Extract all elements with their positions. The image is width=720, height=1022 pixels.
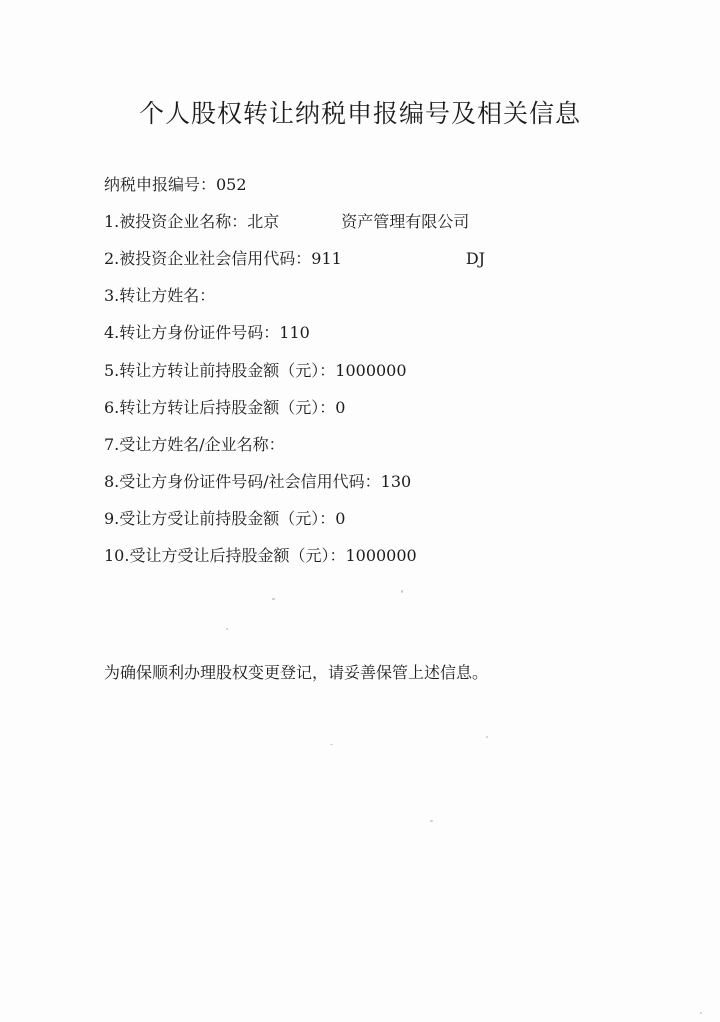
storage-notice: 为确保顺利办理股权变更登记，请妥善保管上述信息。 [104, 663, 489, 682]
item-label: 6.转让方转让后持股金额（元）： [104, 398, 336, 417]
item-label: 1.被投资企业名称： [104, 212, 248, 231]
item-value: 0 [335, 398, 346, 417]
item-transferee-holding-after [104, 545, 417, 567]
item-value-start: 北京 [247, 212, 280, 231]
item-label: 5.转让方转让前持股金额（元）： [104, 361, 336, 380]
declaration-number: 纳税申报编号：052 [104, 175, 247, 194]
document-title: 个人股权转让纳税申报编号及相关信息 [138, 99, 581, 128]
item-value-start: 911 [311, 249, 342, 268]
item-transferor-holding-before [104, 360, 407, 382]
scan-speck [401, 590, 403, 593]
scan-speck [700, 1012, 702, 1014]
item-label: 8.受让方身份证件号码/社会信用代码： [104, 472, 381, 491]
item-label: 9.受让方受让前持股金额（元）： [104, 509, 336, 528]
item-value: 130 [380, 472, 412, 491]
item-label: 10.受让方受让后持股金额（元）： [104, 546, 346, 565]
item-transferor-id-number [104, 322, 310, 344]
item-invested-company-name [104, 211, 469, 233]
scan-speck [486, 736, 488, 738]
item-value-end: 资产管理有限公司 [341, 212, 470, 231]
item-transferee-name [104, 434, 285, 456]
item-value: 0 [335, 509, 346, 528]
item-value-end: DJ [465, 249, 486, 268]
item-value: 1000000 [335, 361, 407, 380]
item-label: 7.受让方姓名/企业名称： [104, 435, 285, 454]
scan-speck [272, 598, 275, 600]
item-value: 1000000 [345, 546, 417, 565]
item-transferee-holding-before [104, 508, 345, 530]
item-value: 110 [279, 323, 310, 342]
item-transferee-id-or-credit-code [104, 471, 411, 493]
item-label: 2.被投资企业社会信用代码： [104, 249, 312, 268]
scan-speck [226, 628, 228, 630]
scan-speck [330, 744, 333, 745]
scan-speck [430, 820, 433, 822]
item-invested-company-credit-code [104, 248, 485, 270]
item-label: 4.转让方身份证件号码： [104, 323, 280, 342]
item-label: 3.转让方姓名： [104, 286, 216, 305]
item-transferor-holding-after [104, 397, 345, 419]
item-transferor-name [104, 285, 215, 307]
